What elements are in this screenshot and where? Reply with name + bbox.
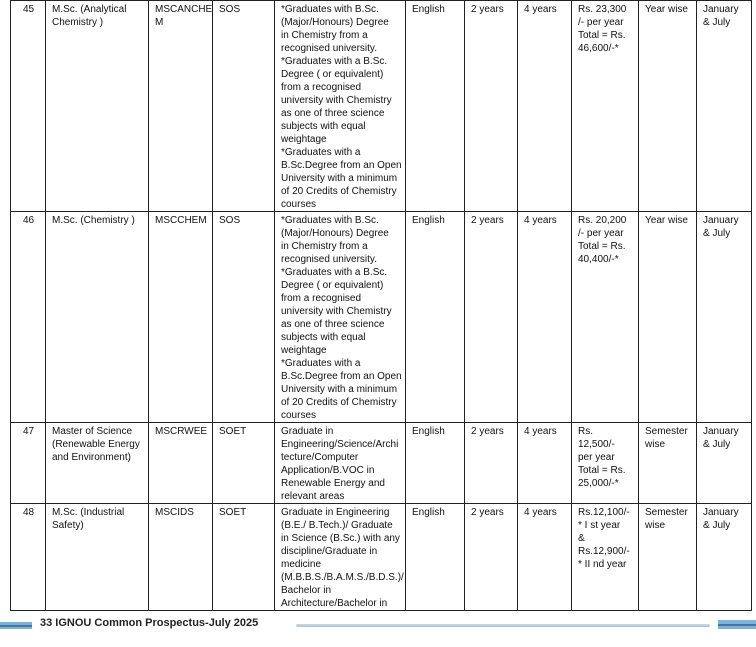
min-duration: 2 years [465,504,518,611]
medium: English [406,504,465,611]
max-duration: 4 years [518,1,572,212]
school: SOS [213,1,275,212]
school: SOET [213,423,275,504]
max-duration: 4 years [518,423,572,504]
programme-table [10,0,752,611]
programme-code: MSCRWEE [149,423,213,504]
footer-right-bar [718,620,756,629]
programme-name: M.Sc. (Chemistry ) [46,212,149,423]
serial-number: 45 [11,1,46,212]
eligibility: Graduate in Engineering (B.E./ B.Tech.)/ Graduate in Science (B.Sc.) with any discipline/Graduate in medicine (M.B.B.S./B.A.M.S./B.D.S.)/ Bachelor in Architecture/Bachelor in [275,504,406,611]
footer-left-bar [0,622,32,629]
eligibility: Graduate in Engineering/Science/Archi tecture/Computer Application/B.VOC in Renewable Energy and relevant areas [275,423,406,504]
school: SOS [213,212,275,423]
medium: English [406,1,465,212]
medium: English [406,212,465,423]
table-row [11,1,752,212]
programme-name: Master of Science (Renewable Energy and Environment) [46,423,149,504]
programme-code: MSCIDS [149,504,213,611]
serial-number: 48 [11,504,46,611]
footer-page-title: 33 IGNOU Common Prospectus-July 2025 [40,617,259,629]
fee-mode: Year wise [639,1,697,212]
programme-name: M.Sc. (Analytical Chemistry ) [46,1,149,212]
serial-number: 46 [11,212,46,423]
programme-code: MSCANCHE M [149,1,213,212]
fee-mode: Year wise [639,212,697,423]
table-row [11,212,752,423]
min-duration: 2 years [465,1,518,212]
eligibility: *Graduates with B.Sc. (Major/Honours) Degree in Chemistry from a recognised university. *Graduates with a B.Sc. Degree ( or equivalent) from a recognised university with Chemistry as one of three science subjects with equal weightage *Graduates with a B.Sc.Degree from an Open University with a minimum of 20 Credits of Chemistry courses [275,212,406,423]
page-footer [0,612,756,642]
programme-code: MSCCHEM [149,212,213,423]
footer-rule [296,624,710,627]
fee: Rs. 23,300 /- per year Total = Rs. 46,600/-* [572,1,639,212]
session: January & July [697,423,752,504]
max-duration: 4 years [518,212,572,423]
session: January & July [697,504,752,611]
fee: Rs. 20,200 /- per year Total = Rs. 40,400/-* [572,212,639,423]
table-row [11,423,752,504]
table-row [11,504,752,611]
session: January & July [697,212,752,423]
eligibility: *Graduates with B.Sc. (Major/Honours) Degree in Chemistry from a recognised university. *Graduates with a B.Sc. Degree ( or equivalent) from a recognised university with Chemistry as one of three science subjects with equal weightage *Graduates with a B.Sc.Degree from an Open University with a minimum of 20 Credits of Chemistry courses [275,1,406,212]
min-duration: 2 years [465,423,518,504]
programme-name: M.Sc. (Industrial Safety) [46,504,149,611]
fee: Rs. 12,500/- per year Total = Rs. 25,000/-* [572,423,639,504]
fee-mode: Semester wise [639,423,697,504]
fee-mode: Semester wise [639,504,697,611]
min-duration: 2 years [465,212,518,423]
school: SOET [213,504,275,611]
fee: Rs.12,100/- * I st year & Rs.12,900/- * II nd year [572,504,639,611]
serial-number: 47 [11,423,46,504]
max-duration: 4 years [518,504,572,611]
medium: English [406,423,465,504]
session: January & July [697,1,752,212]
